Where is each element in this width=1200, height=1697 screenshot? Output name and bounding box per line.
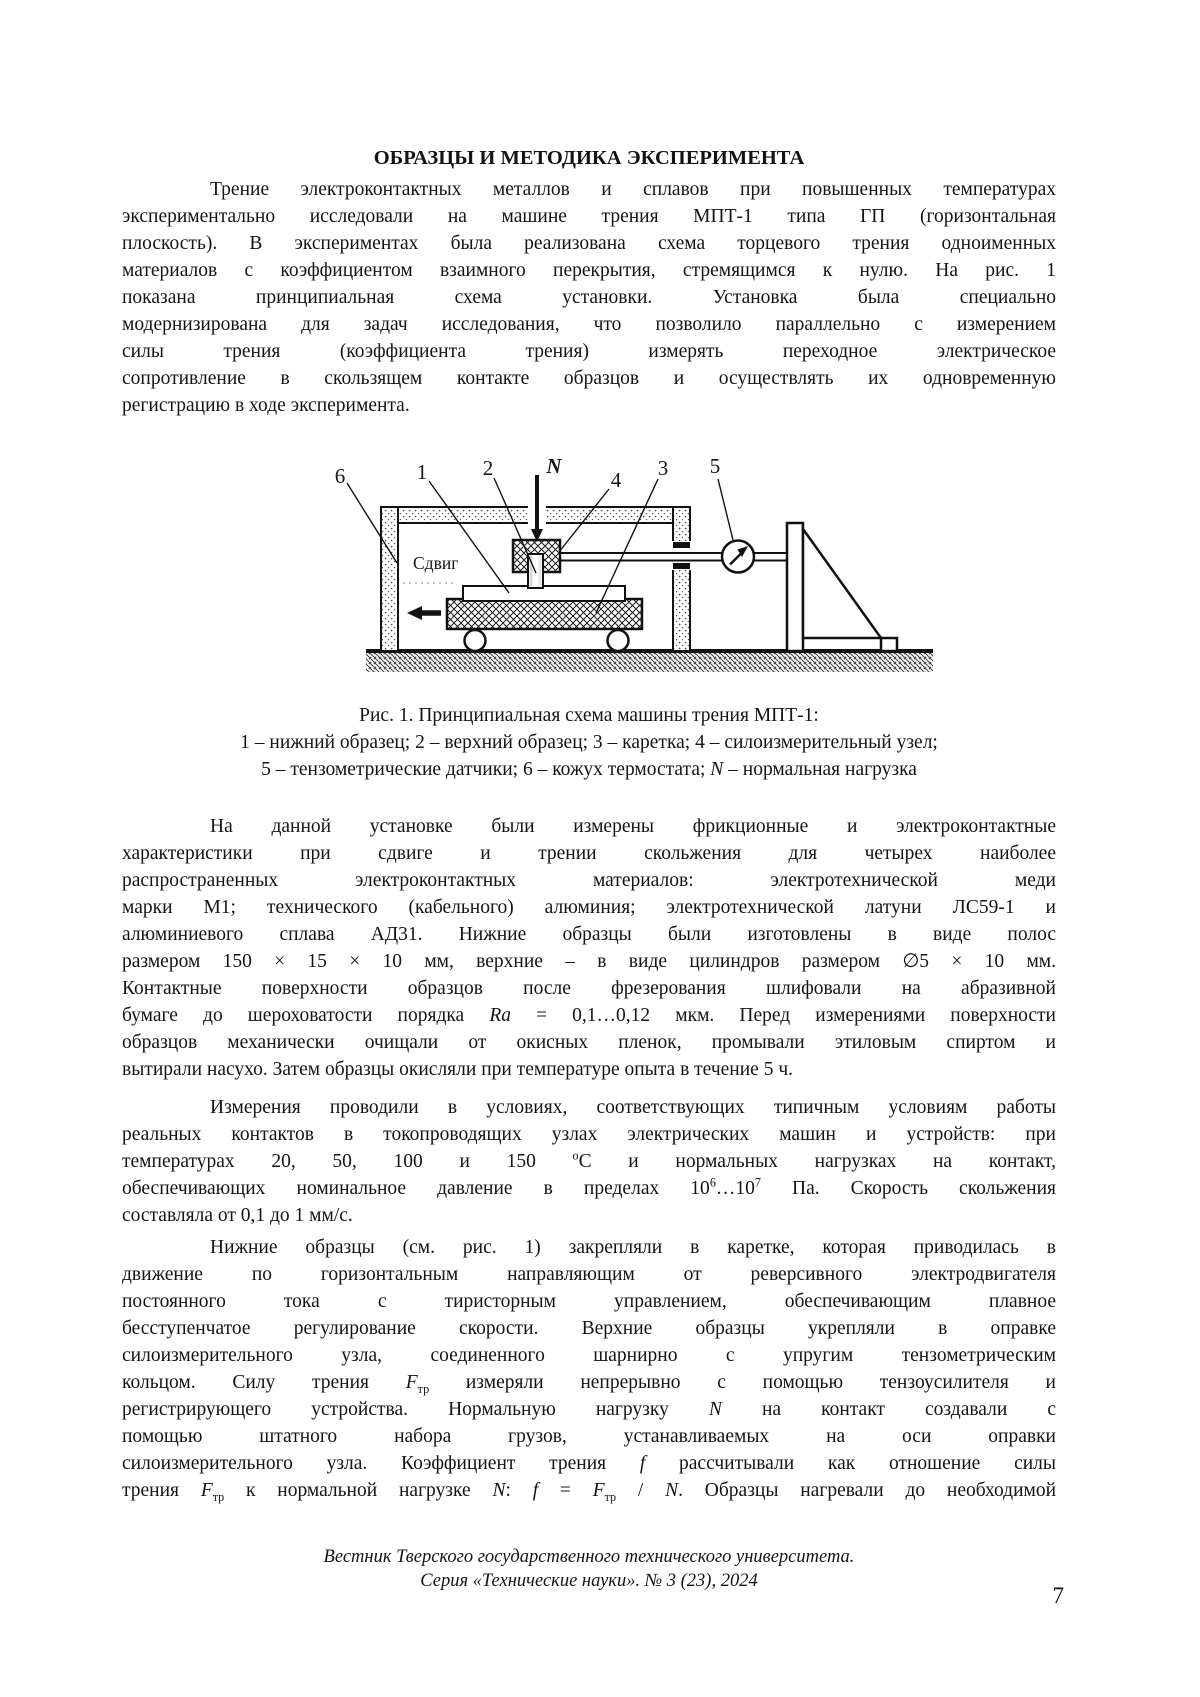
text-line: Контактные поверхности образцов после фрезерования шлифовали на абразивной bbox=[122, 978, 1056, 999]
carriage-wheel bbox=[465, 630, 486, 651]
text-line: постоянного тока с тиристорным управлением, обеспечивающим плавное bbox=[122, 1291, 1056, 1312]
shift-arrow-icon bbox=[407, 606, 441, 620]
text-line: марки М1; технического (кабельного) алюминия; электротехнической латуни ЛС59-1 и bbox=[122, 897, 1056, 918]
text-line: показана принципиальная схема установки. Установка была специально bbox=[122, 287, 1056, 308]
callout-label-1: 1 bbox=[416, 460, 428, 484]
text-line: вытирали насухо. Затем образцы окисляли при температуре опыта в течение 5 ч. bbox=[122, 1059, 794, 1080]
callout-label-3: 3 bbox=[657, 456, 669, 480]
figure-caption bbox=[122, 702, 1056, 783]
text-line: экспериментально исследовали на машине трения МПТ-1 типа ГП (горизонтальная bbox=[122, 206, 1056, 227]
paragraph-2 bbox=[122, 813, 1056, 1083]
text-line: помощью штатного набора грузов, устанавливаемых на оси оправки bbox=[122, 1426, 1056, 1447]
text-line: 1 – нижний образец; 2 – верхний образец; 3 – каретка; 4 – силоизмерительный узел; bbox=[240, 732, 938, 753]
text-line: сопротивление в скользящем контакте образцов и осуществлять их одновременную bbox=[122, 368, 1056, 389]
fixed-stand bbox=[787, 523, 897, 651]
strain-gauge-dial bbox=[722, 541, 754, 573]
carriage-wheel bbox=[608, 630, 629, 651]
text-line: образцов механически очищали от окисных пленок, промывали этиловым спиртом и bbox=[122, 1032, 1056, 1053]
text-line: модернизирована для задач исследования, что позволило параллельно с измерением bbox=[122, 314, 1056, 335]
text-line: алюминиевого сплава АД31. Нижние образцы были изготовлены в виде полос bbox=[122, 924, 1056, 945]
journal-name: Вестник Тверского государственного технического университета. bbox=[323, 1547, 855, 1567]
callout-label-N: N bbox=[546, 454, 562, 478]
section-title: ОБРАЗЦЫ И МЕТОДИКА ЭКСПЕРИМЕНТА bbox=[373, 147, 805, 169]
text-line: Рис. 1. Принципиальная схема машины трения МПТ-1: bbox=[359, 705, 819, 726]
text-line: характеристики при сдвиге и трении скольжения для четырех наиболее bbox=[122, 843, 1056, 864]
callout-label-5: 5 bbox=[709, 454, 721, 478]
text-line: трения $F_{тр}$ к нормальной нагрузке N: $f = F_{тр} / N$. Образцы нагревали до необходимой bbox=[122, 1480, 1057, 1504]
text-line: На данной установке были измерены фрикционные и электроконтактные bbox=[210, 816, 1056, 837]
callout-label-6: 6 bbox=[334, 464, 346, 488]
text-line: размером 150 × 15 × 10 мм, верхние – в виде цилиндров размером ∅5 × 10 мм. bbox=[122, 951, 1056, 972]
text-line: движение по горизонтальным направляющим от реверсивного электродвигателя bbox=[122, 1264, 1056, 1285]
text-line: плоскость). В экспериментах была реализована схема торцевого трения одноименных bbox=[122, 233, 1056, 254]
text-line: обеспечивающих номинальное давление в пределах $10^6\dots 10^7$ Па. Скорость скольжения bbox=[122, 1175, 1057, 1199]
text-line: составляла от 0,1 до 1 мм/с. bbox=[122, 1205, 353, 1226]
text-line: реальных контактов в токопроводящих узлах электрических машин и устройств: при bbox=[122, 1124, 1056, 1145]
paragraph-1 bbox=[122, 176, 1056, 419]
text-line: распространенных электроконтактных материалов: электротехнической меди bbox=[122, 870, 1056, 891]
paragraph-4 bbox=[122, 1234, 1056, 1504]
text-line: силы трения (коэффициента трения) измерять переходное электрическое bbox=[122, 341, 1056, 362]
ground-hatch bbox=[366, 653, 933, 672]
shift-label: Сдвиг bbox=[413, 553, 459, 573]
text-line: материалов с коэффициентом взаимного перекрытия, стремящимся к нулю. На рис. 1 bbox=[122, 260, 1056, 281]
callout-label-2: 2 bbox=[482, 456, 494, 480]
journal-issue: Серия «Технические науки». № 3 (23), 2024 bbox=[420, 1571, 758, 1591]
text-line: регистрирующего устройства. Нормальную нагрузку N на контакт создавали с bbox=[122, 1399, 1057, 1420]
figure-machine-schematic bbox=[300, 413, 950, 675]
text-line: температурах 20, 50, 100 и 150 $^о$С и нормальных нагрузках на контакт, bbox=[122, 1148, 1056, 1172]
paragraph-3 bbox=[122, 1094, 1056, 1229]
text-line: 5 – тензометрические датчики; 6 – кожух термостата; N – нормальная нагрузка bbox=[261, 759, 917, 780]
ground-line bbox=[366, 649, 933, 653]
journal-footer bbox=[122, 1545, 1056, 1593]
text-line: Измерения проводили в условиях, соответствующих типичным условиям работы bbox=[210, 1097, 1056, 1118]
text-line: силоизмерительного узла. Коэффициент трения f рассчитывали как отношение силы bbox=[122, 1453, 1056, 1474]
text-line: силоизмерительного узла, соединенного шарнирно с упругим тензометрическим bbox=[122, 1345, 1056, 1366]
text-line: Нижние образцы (см. рис. 1) закрепляли в каретке, которая приводилась в bbox=[210, 1237, 1056, 1258]
text-line: Трение электроконтактных металлов и сплавов при повышенных температурах bbox=[210, 179, 1056, 200]
text-line: регистрацию в ходе эксперимента. bbox=[122, 395, 410, 416]
text-line: кольцом. Силу трения $F_{тр}$ измеряли непрерывно с помощью тензоусилителя и bbox=[122, 1372, 1056, 1396]
callout-label-4: 4 bbox=[610, 468, 622, 492]
text-line: бесступенчатое регулирование скорости. Верхние образцы укрепляли в оправке bbox=[122, 1318, 1056, 1339]
page-number: 7 bbox=[1052, 1583, 1064, 1608]
carriage bbox=[447, 599, 642, 629]
text-line: бумаге до шероховатости порядка Ra = 0,1…0,12 мкм. Перед измерениями поверхности bbox=[122, 1005, 1056, 1026]
